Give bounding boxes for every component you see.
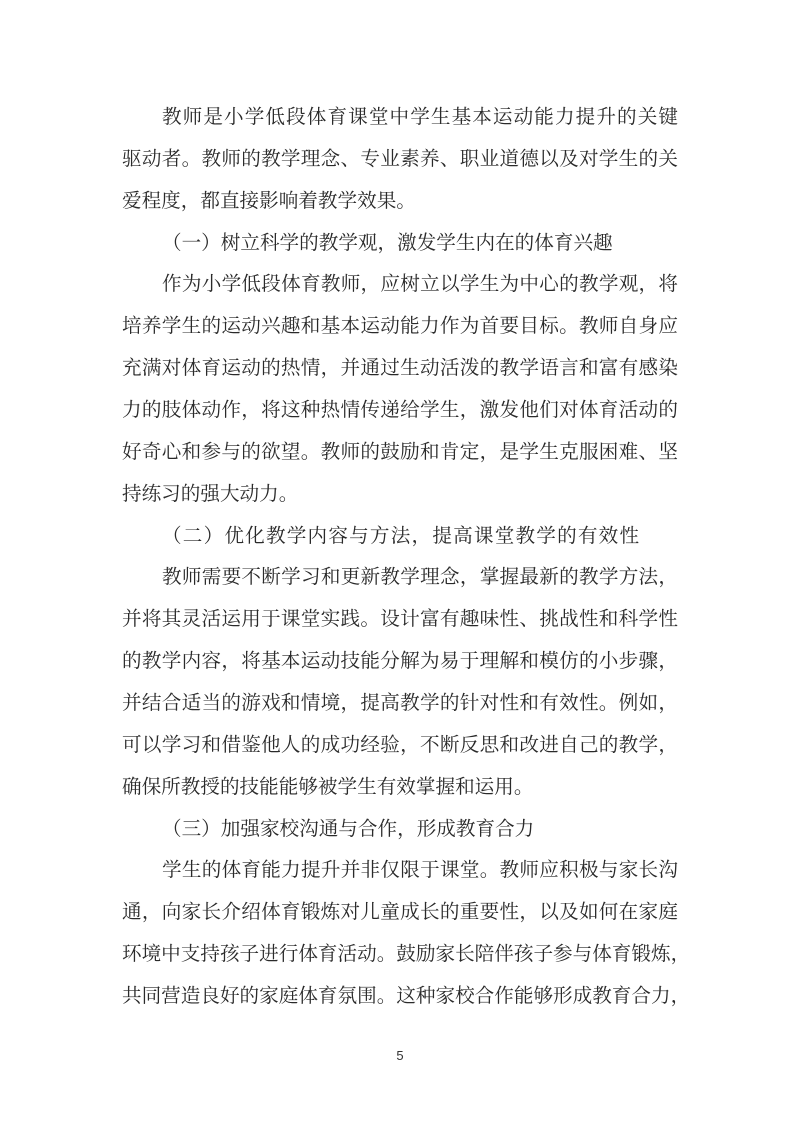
text-line: 作为小学低段体育教师，应树立以学生为中心的教学观，将 [162, 272, 678, 296]
text-line: 环境中支持孩子进行体育活动。鼓励家长陪伴孩子参与体育锻炼， [122, 942, 691, 966]
page-number: 5 [396, 1048, 404, 1063]
text-line: 可以学习和借鉴他人的成功经验，不断反思和改进自己的教学， [122, 732, 678, 756]
text-line: 爱程度，都直接影响着教学效果。 [122, 188, 416, 212]
document-page [122, 96, 691, 1017]
text-line: 培养学生的运动兴趣和基本运动能力作为首要目标。教师自身应 [122, 314, 678, 338]
section-heading-3: （三）加强家校沟通与合作，形成教育合力 [162, 816, 535, 840]
text-line: 并结合适当的游戏和情境，提高教学的针对性和有效性。例如， [122, 691, 678, 715]
text-line: 力的肢体动作，将这种热情传递给学生，激发他们对体育活动的 [122, 398, 678, 422]
text-line: 驱动者。教师的教学理念、专业素养、职业道德以及对学生的关 [122, 146, 678, 170]
text-line: 教师是小学低段体育课堂中学生基本运动能力提升的关键 [162, 105, 678, 128]
text-line: 充满对体育运动的热情，并通过生动活泼的教学语言和富有感染 [122, 356, 678, 380]
text-line: 教师需要不断学习和更新教学理念，掌握最新的教学方法， [162, 565, 678, 589]
text-line: 并将其灵活运用于课堂实践。设计富有趣味性、挑战性和科学性 [122, 607, 678, 631]
section-heading-1: （一）树立科学的教学观，激发学生内在的体育兴趣 [162, 230, 613, 254]
text-line: 确保所教授的技能能够被学生有效掌握和运用。 [122, 774, 534, 798]
text-line: 好奇心和参与的欲望。教师的鼓励和肯定，是学生克服困难、坚 [122, 439, 678, 463]
text-line: 共同营造良好的家庭体育氛围。这种家校合作能够形成教育合力， [122, 984, 691, 1008]
text-line: 持练习的强大动力。 [122, 481, 299, 505]
text-line: 的教学内容，将基本运动技能分解为易于理解和模仿的小步骤， [122, 649, 678, 673]
section-heading-2: （二）优化教学内容与方法，提高课堂教学的有效性 [162, 523, 641, 547]
text-line: 学生的体育能力提升并非仅限于课堂。教师应积极与家长沟 [162, 858, 678, 882]
text-line: 通，向家长介绍体育锻炼对儿童成长的重要性，以及如何在家庭 [122, 900, 678, 924]
